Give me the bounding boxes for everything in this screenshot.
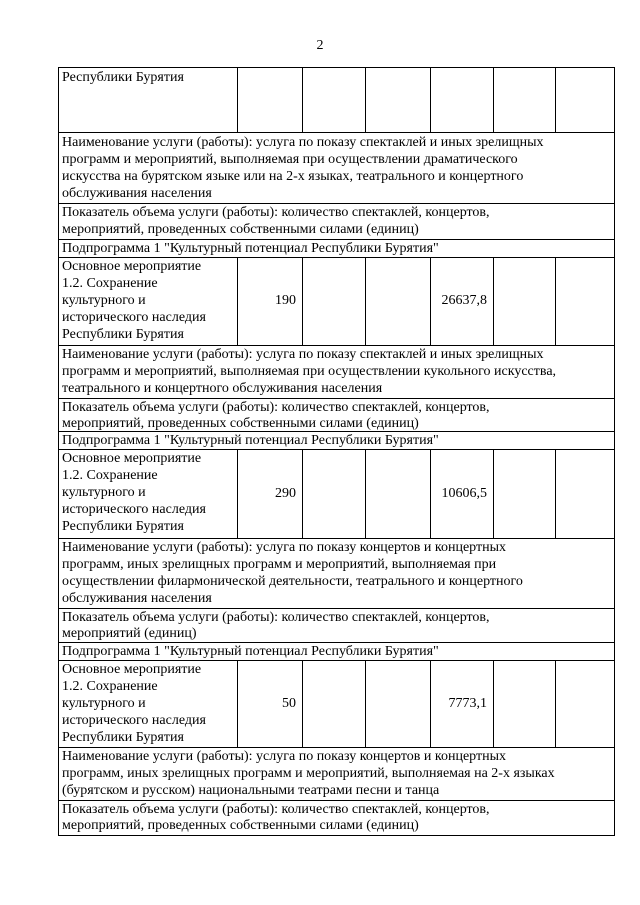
- b2-activity-line-3: культурного и: [62, 485, 146, 500]
- b2-indicator-line-2: мероприятий, проведенных собственными силами (единиц): [62, 416, 419, 431]
- b2-activity-line-5: Республики Бурятия: [62, 519, 184, 534]
- b1-activity-line-5: Республики Бурятия: [62, 327, 184, 342]
- col-divider: [493, 449, 494, 538]
- table-border: [58, 67, 59, 836]
- b3-activity-line-2: 1.2. Сохранение: [62, 679, 158, 694]
- b4-indicator-line-2: мероприятий, проведенных собственными силами (единиц): [62, 818, 419, 833]
- row-divider: [58, 67, 615, 68]
- col-divider: [302, 67, 303, 132]
- b4-service-line-3: (бурятском и русском) национальными театрами песни и танца: [62, 783, 440, 798]
- col-divider: [555, 660, 556, 747]
- b1-subprogram: Подпрограмма 1 "Культурный потенциал Республики Бурятия": [62, 241, 439, 256]
- b2-activity-line-2: 1.2. Сохранение: [62, 468, 158, 483]
- b3-service-line-1: Наименование услуги (работы): услуга по показу концертов и концертных: [62, 540, 506, 555]
- b1-activity-line-4: исторического наследия: [62, 310, 206, 325]
- b3-service-line-4: обслуживания населения: [62, 591, 212, 606]
- b1-service-line-3: искусства на бурятском языке или на 2-х языках, театрального и концертного: [62, 169, 524, 184]
- col-divider: [237, 257, 238, 345]
- b2-activity-line-1: Основное мероприятие: [62, 451, 202, 466]
- col-divider: [365, 67, 366, 132]
- b1-activity-line-1: Основное мероприятие: [62, 259, 202, 274]
- col-divider: [365, 257, 366, 345]
- col-divider: [302, 660, 303, 747]
- b2-volume: 290: [275, 486, 296, 501]
- page-number: 2: [316, 38, 324, 53]
- b2-service-line-2: программ и мероприятий, выполняемая при осуществлении кукольного искусства,: [62, 364, 557, 379]
- b2-cost: 10606,5: [441, 486, 487, 501]
- b3-activity-line-3: культурного и: [62, 696, 146, 711]
- b2-service-line-1: Наименование услуги (работы): услуга по показу спектаклей и иных зрелищных: [62, 347, 544, 362]
- col-divider: [430, 67, 431, 132]
- col-divider: [555, 257, 556, 345]
- col-divider: [493, 67, 494, 132]
- col-divider: [237, 67, 238, 132]
- b2-subprogram: Подпрограмма 1 "Культурный потенциал Республики Бурятия": [62, 433, 439, 448]
- col-divider: [430, 449, 431, 538]
- b3-volume: 50: [282, 696, 296, 711]
- b1-indicator-line-2: мероприятий, проведенных собственными силами (единиц): [62, 222, 419, 237]
- col-divider: [555, 67, 556, 132]
- col-divider: [365, 660, 366, 747]
- b2-indicator-line-1: Показатель объема услуги (работы): количество спектаклей, концертов,: [62, 400, 490, 415]
- row-divider: [58, 835, 615, 836]
- col-divider: [365, 449, 366, 538]
- b1-volume: 190: [275, 293, 296, 308]
- col-divider: [237, 660, 238, 747]
- b1-activity-line-3: культурного и: [62, 293, 146, 308]
- b2-activity-line-4: исторического наследия: [62, 502, 206, 517]
- b1-service-line-4: обслуживания населения: [62, 186, 212, 201]
- b3-activity-line-4: исторического наследия: [62, 713, 206, 728]
- b4-service-line-2: программ, иных зрелищных программ и мероприятий, выполняемая на 2-х языках: [62, 766, 555, 781]
- col-divider: [493, 660, 494, 747]
- col-divider: [430, 257, 431, 345]
- col-divider: [302, 449, 303, 538]
- col-divider: [302, 257, 303, 345]
- b1-activity-line-2: 1.2. Сохранение: [62, 276, 158, 291]
- b1-indicator-line-1: Показатель объема услуги (работы): количество спектаклей, концертов,: [62, 205, 490, 220]
- b3-activity-line-5: Республики Бурятия: [62, 730, 184, 745]
- table-border: [614, 67, 615, 836]
- services-table: [58, 67, 614, 835]
- b3-subprogram: Подпрограмма 1 "Культурный потенциал Республики Бурятия": [62, 644, 439, 659]
- b1-service-line-2: программ и мероприятий, выполняемая при осуществлении драматического: [62, 152, 518, 167]
- b3-service-line-3: осуществлении филармонической деятельности, театрального и концертного: [62, 574, 523, 589]
- top-row-label: Республики Бурятия: [62, 70, 184, 85]
- b3-activity-line-1: Основное мероприятие: [62, 662, 202, 677]
- col-divider: [430, 660, 431, 747]
- b1-cost: 26637,8: [441, 293, 487, 308]
- col-divider: [237, 449, 238, 538]
- b3-service-line-2: программ, иных зрелищных программ и мероприятий, выполняемая при: [62, 557, 497, 572]
- b3-indicator-line-2: мероприятий (единиц): [62, 626, 197, 641]
- row-divider: [58, 132, 615, 133]
- b3-cost: 7773,1: [448, 696, 487, 711]
- col-divider: [493, 257, 494, 345]
- b2-service-line-3: театрального и концертного обслуживания населения: [62, 381, 383, 396]
- b3-indicator-line-1: Показатель объема услуги (работы): количество спектаклей, концертов,: [62, 610, 490, 625]
- b4-service-line-1: Наименование услуги (работы): услуга по показу концертов и концертных: [62, 749, 506, 764]
- col-divider: [555, 449, 556, 538]
- b1-service-line-1: Наименование услуги (работы): услуга по показу спектаклей и иных зрелищных: [62, 135, 544, 150]
- b4-indicator-line-1: Показатель объема услуги (работы): количество спектаклей, концертов,: [62, 802, 490, 817]
